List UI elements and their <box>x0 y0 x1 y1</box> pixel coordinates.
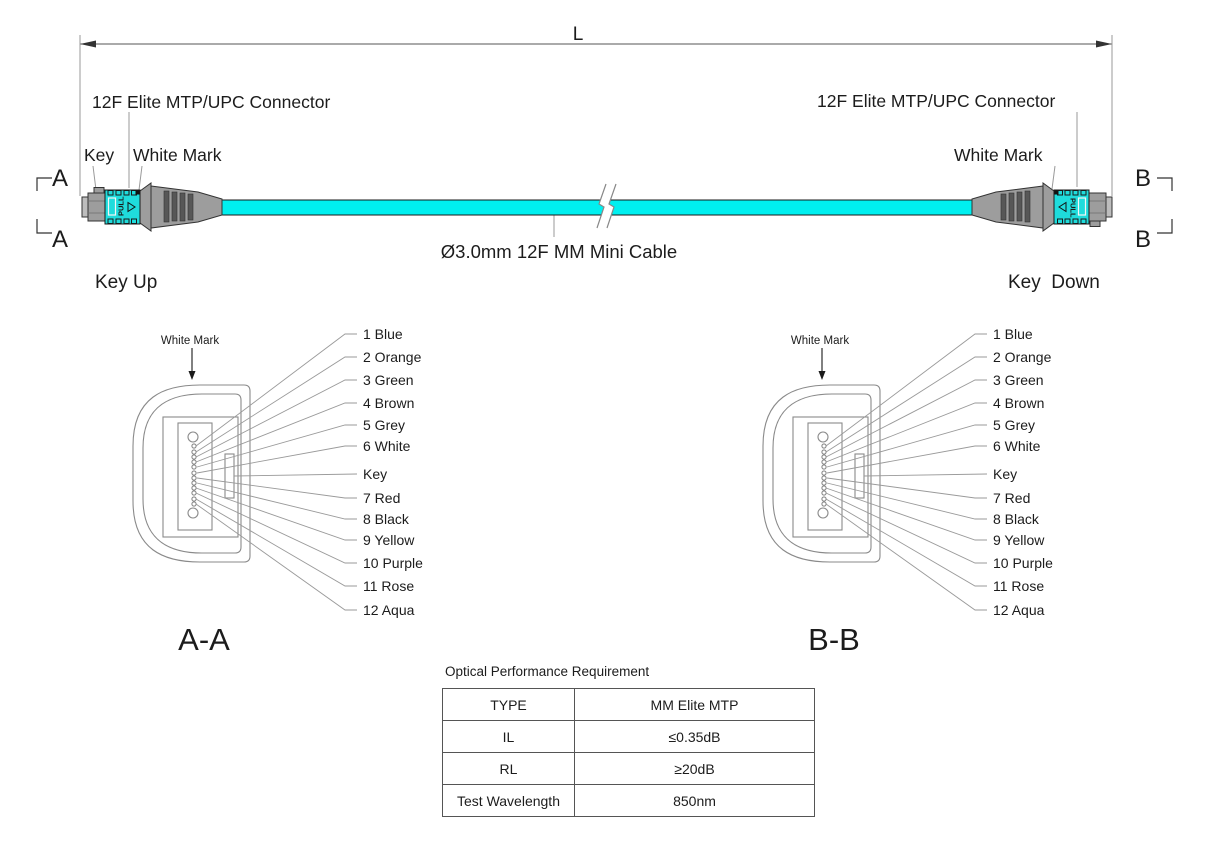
pull-label-left: PULL <box>116 196 126 216</box>
fiber-label: 7 Red <box>363 490 401 506</box>
xsec-b-fiber-labels <box>993 326 1053 618</box>
section-b-title: B-B <box>808 622 860 657</box>
fiber-label: 9 Yellow <box>363 532 415 548</box>
table-cell: TYPE <box>443 689 575 721</box>
fiber-label: Key <box>363 466 388 482</box>
fiber-label: 11 Rose <box>363 578 415 594</box>
fiber-label: 6 White <box>993 438 1041 454</box>
left-connector-label: 12F Elite MTP/UPC Connector <box>92 92 331 112</box>
white-mark-label-left: White Mark <box>133 145 222 165</box>
fiber-cable <box>222 200 972 215</box>
cross-section-a <box>133 334 357 610</box>
table-cell: Test Wavelength <box>443 785 575 817</box>
key-up-label: Key Up <box>95 272 158 293</box>
section-letter-b-bottom: B <box>1135 226 1152 253</box>
cross-section-b <box>763 334 987 610</box>
fiber-label: 9 Yellow <box>993 532 1045 548</box>
fiber-label: 8 Black <box>363 511 409 527</box>
fiber-label: 1 Blue <box>993 326 1033 342</box>
right-connector-label: 12F Elite MTP/UPC Connector <box>817 91 1056 111</box>
fiber-label: 6 White <box>363 438 411 454</box>
fiber-label: 3 Green <box>993 372 1044 388</box>
section-letter-a-top: A <box>52 165 69 192</box>
top-leader-lines <box>93 112 1077 237</box>
cable-label: Ø3.0mm 12F MM Mini Cable <box>440 241 678 262</box>
dimension-arrow-right-icon <box>1096 41 1112 48</box>
fiber-label: 3 Green <box>363 372 414 388</box>
dimension-label: L <box>572 24 584 45</box>
dimension-l <box>80 35 1112 196</box>
key-down-label: Key Down <box>1008 272 1100 293</box>
table-title: Optical Performance Requirement <box>445 664 650 679</box>
dimension-arrow-left-icon <box>80 41 96 48</box>
fiber-label: 4 Brown <box>363 395 415 411</box>
pull-label-right: PULL <box>1068 198 1078 218</box>
table-cell: RL <box>443 753 575 785</box>
table-cell: IL <box>443 721 575 753</box>
section-letter-a-bottom: A <box>52 226 69 253</box>
fiber-label: 8 Black <box>993 511 1039 527</box>
white-mark-label-right: White Mark <box>954 145 1043 165</box>
xsec-b-white-mark-label: White Mark <box>790 335 850 347</box>
section-a-title: A-A <box>178 622 230 657</box>
key-label: Key <box>84 145 115 165</box>
optical-performance-table <box>442 664 815 817</box>
fiber-label: 12 Aqua <box>993 602 1045 618</box>
key-tab-right <box>1090 221 1100 227</box>
fiber-label: 2 Orange <box>993 349 1052 365</box>
table-row <box>443 721 815 753</box>
fiber-label: 1 Blue <box>363 326 403 342</box>
performance-table <box>442 688 815 817</box>
table-cell: ≥20dB <box>575 753 815 785</box>
fiber-label: 11 Rose <box>993 578 1045 594</box>
fiber-label: 5 Grey <box>363 417 406 433</box>
fiber-label: Key <box>993 466 1018 482</box>
fiber-label: 10 Purple <box>993 555 1053 571</box>
section-letter-b-top: B <box>1135 165 1152 192</box>
xsec-a-white-mark-label: White Mark <box>160 335 220 347</box>
xsec-a-fiber-labels <box>363 326 423 618</box>
key-tab-left <box>94 188 104 194</box>
table-cell: 850nm <box>575 785 815 817</box>
fiber-label: 10 Purple <box>363 555 423 571</box>
table-cell: MM Elite MTP <box>575 689 815 721</box>
fiber-label: 12 Aqua <box>363 602 415 618</box>
fiber-label: 7 Red <box>993 490 1031 506</box>
table-row <box>443 753 815 785</box>
table-row <box>443 785 815 817</box>
fiber-label: 4 Brown <box>993 395 1045 411</box>
table-row <box>443 689 815 721</box>
fiber-label: 2 Orange <box>363 349 422 365</box>
table-cell: ≤0.35dB <box>575 721 815 753</box>
fiber-label: 5 Grey <box>993 417 1036 433</box>
